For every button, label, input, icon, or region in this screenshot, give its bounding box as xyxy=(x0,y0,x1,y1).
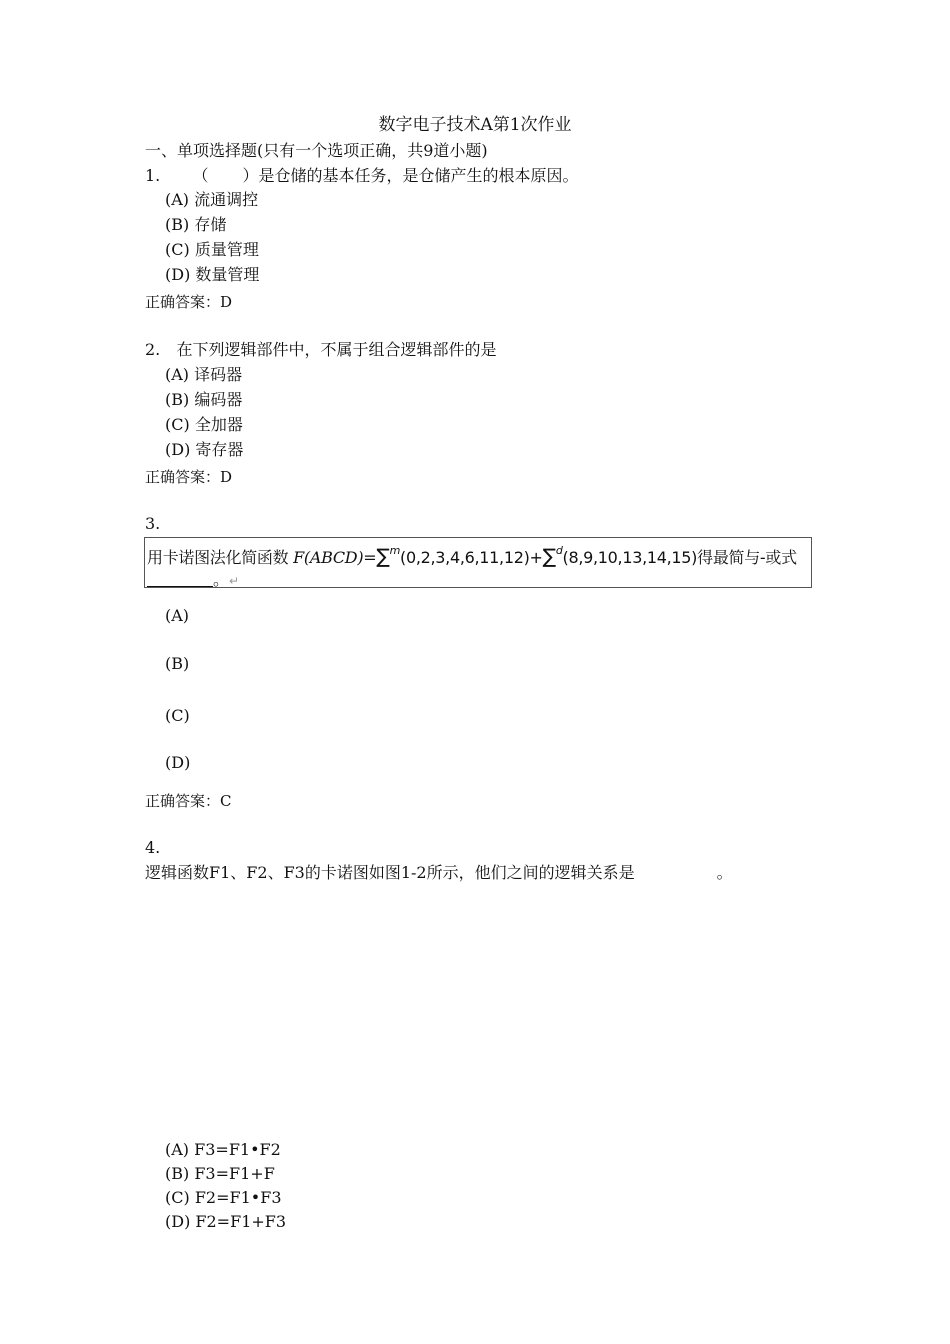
question-text: ）是仓储的基本任务，是仓储产生的根本原因。 xyxy=(242,166,579,185)
section-heading: 一、单项选择题(只有一个选项正确，共9道小题) xyxy=(145,141,488,160)
option-b: (B) 存储 xyxy=(165,215,227,234)
question-3-image xyxy=(144,537,812,588)
question-3-image-line: 。↵ xyxy=(147,567,239,590)
question-3-image-line: 用卡诺图法化简函数 F(ABCD)=∑$^m$(0,2,3,4,6,11,12)+∑$^d$(8,9,10,13,14,15)得最简与-或式 xyxy=(147,544,797,568)
option-d: (D) 数量管理 xyxy=(165,265,260,284)
question-text: 在下列逻辑部件中，不属于组合逻辑部件的是 xyxy=(176,340,497,359)
question-text-open: （ xyxy=(192,166,209,185)
option-a: (A) 流通调控 xyxy=(165,190,259,209)
option-c: (C) F2=F1•F3 xyxy=(165,1188,282,1207)
option-a: (A) F3=F1•F2 xyxy=(165,1140,281,1159)
option-b: (B) 编码器 xyxy=(165,390,243,409)
question-1-stem xyxy=(145,168,578,184)
option-b: (B) F3=F1+F xyxy=(165,1164,275,1183)
document-title: 数字电子技术A第1次作业 xyxy=(378,115,572,135)
option-d: (D) 寄存器 xyxy=(165,440,244,459)
question-2-stem xyxy=(145,342,496,358)
question-text: 逻辑函数F1、F2、F3的卡诺图如图1-2所示，他们之间的逻辑关系是 xyxy=(145,863,635,882)
option-b: (B) xyxy=(165,654,190,673)
correct-answer: 正确答案：D xyxy=(145,468,233,486)
sigma-symbol: ∑ xyxy=(542,544,556,568)
sigma-symbol: ∑ xyxy=(376,544,390,568)
question-3-number: 3. xyxy=(145,514,161,533)
option-a: (A) 译码器 xyxy=(165,365,243,384)
option-a: (A) xyxy=(165,606,190,625)
option-c: (C) 质量管理 xyxy=(165,240,259,259)
question-4-number: 4. xyxy=(145,838,161,857)
option-d: (D) F2=F1+F3 xyxy=(165,1212,287,1231)
correct-answer: 正确答案：C xyxy=(145,792,232,810)
question-4-stem: 逻辑函数F1、F2、F3的卡诺图如图1-2所示，他们之间的逻辑关系是 。 xyxy=(145,863,733,882)
return-mark: ↵ xyxy=(229,574,240,588)
answer-blank xyxy=(147,572,213,587)
correct-answer: 正确答案：D xyxy=(145,293,233,311)
option-c: (C) xyxy=(165,706,190,725)
question-number: 1. xyxy=(145,166,161,185)
question-number: 2. xyxy=(145,340,161,359)
option-c: (C) 全加器 xyxy=(165,415,243,434)
option-d: (D) xyxy=(165,753,191,772)
